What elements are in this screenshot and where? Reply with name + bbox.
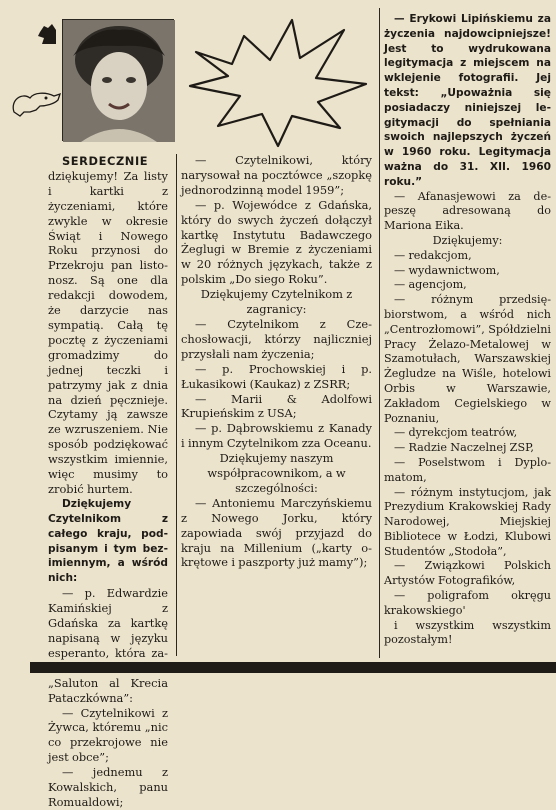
paragraph: — Czytelnikom z Czechosłowacji, którzy najliczniej przysłali nam życzenia; <box>181 316 372 361</box>
duck-icon <box>13 93 60 116</box>
lead-word: SERDECZNIE <box>62 154 149 168</box>
paragraph: — Radzie Naczelnej ZSP, <box>394 441 534 455</box>
paragraph: — p. Dąbrowskiemu z Kanady i innym Czytelnikom zza Oceanu. <box>181 421 372 451</box>
paragraph: — Antoniemu Marczyńskiemu z Nowego Jorku, który zapowiada swój przyjazd do kraju na Millenium („karty okrętowe i paszporty już mamy”); <box>181 495 372 570</box>
header-illustrations <box>0 0 380 152</box>
intro-paragraph <box>48 154 168 497</box>
paragraph: — Czytelnikowi, który narysował na pocztówce „szopkę jednorodzinną model 1959”; <box>181 153 372 197</box>
text-column-2 <box>181 153 372 570</box>
paragraph: — Erykowi Lipińskiemu za życzenia najdowcipniejsze! Jest to wydrukowana legitymacja z miejscem na wklejenie fotografii. Jej tekst: „Upoważnia się posiadaczy niniejszej legitymacji do spełniania swoich najlepszych życzeń w 1960 roku. Legitymacja ważna do 31. XII. 1960 roku.” <box>384 13 551 188</box>
paragraph: — p. Prochowskiej i p. Łukasikowi (Kaukaz) z ZSRR; <box>181 361 372 391</box>
paragraph: Dziękujemy Czytelnikom z całego kraju, podpisanym i tym bezimiennym, a wśród nich: <box>48 497 168 585</box>
paragraph: — dyrekcjom teatrów, <box>394 426 518 440</box>
intro-text: dziękujemy! Za listy i kartki z życzeniami, które zwykle w okresie Świąt i Nowego Roku przynosi do Przekroju pan listonosz. Są one dla redakcji dowodem, że darzycie nas sympatią. Całą tę pocztę z życzeniami gromadzimy do jednej teczki i patrzymy jak z dnia na dzień pęcznieje. Czytamy ją zawsze ze wzruszeniem. Nie sposób podziękować wszystkim imiennie, więc musimy to zrobić hurtem. <box>48 168 168 496</box>
closing-paragraph: i wszystkim wszystkim pozostałym! <box>384 618 551 647</box>
column-divider <box>176 154 177 656</box>
portrait-photo <box>62 19 174 141</box>
paragraph: — wydawnictwom, <box>394 263 500 277</box>
paragraph: — p. Edwardzie Kamińskiej z Gdańska za kartkę napisaną w języku esperanto, która za „Saluton al Krecia Pataczkówna”: <box>48 586 168 705</box>
paragraph: — p. Wojewódce z Gdańska, który do swych życzeń dołączył kartkę Instytutu Badawczego Żeglugi w Bremie z życzeniami w 20 różnych językach, także z polskim „Do siego Roku”. <box>181 197 372 287</box>
paragraph: — Czytelnikowi z Żywca, któremu „nic co przekrojowe nie jest obce”; <box>48 705 168 765</box>
paragraph: — Związkowi Polskich Artystów Fotografików, <box>384 559 551 588</box>
paragraph: Dziękujemy: <box>432 233 503 247</box>
paragraph: — różnym instytucjom, jak Prezydium Krakowskiej Rady Narodowej, Miejskiej Bibliotece w Łodzi, Klubowi Studentów „Stodoła”, <box>384 485 551 558</box>
star-doodle-icon <box>190 20 366 146</box>
horse-head-icon <box>38 24 56 44</box>
paragraph: — poligrafom okręgu krakowskiego' <box>384 589 551 617</box>
paragraph: Dziękujemy Czytelnikom z zagranicy: <box>200 287 353 317</box>
paragraph: — Poselstwom i Dyplomatom, <box>384 455 551 484</box>
paragraph: — Afanasjewowi za depeszę adresowaną do Mariona Eika. <box>384 189 551 233</box>
portrait-image <box>63 20 175 142</box>
paragraph: — jednemu z Kowalskich, panu Romualdowi; <box>48 765 168 809</box>
paragraph: — różnym przedsiębiorstwom, a wśród nich „Centrozłomowi”, Spółdzielni Pracy Żelazo-Metalowej w Szamotułach, Warszawskiej Żegludze na Wiśle, hotelowi Orbis w Warszawie, Zakładom Cegielskiego w Poznaniu, <box>384 293 551 425</box>
paragraph: — agencjom, <box>394 278 467 292</box>
paragraph: Dziękujemy naszym współpracownikom, a w szczególności: <box>207 451 346 495</box>
paragraph: — redakcjom, <box>394 248 472 262</box>
column-divider <box>379 8 380 658</box>
text-column-3 <box>384 12 551 648</box>
paragraph: — Marii & Adolfowi Krupieńskim z USA; <box>181 391 372 421</box>
bottom-border-bar <box>30 662 556 673</box>
text-column-1 <box>48 154 168 810</box>
